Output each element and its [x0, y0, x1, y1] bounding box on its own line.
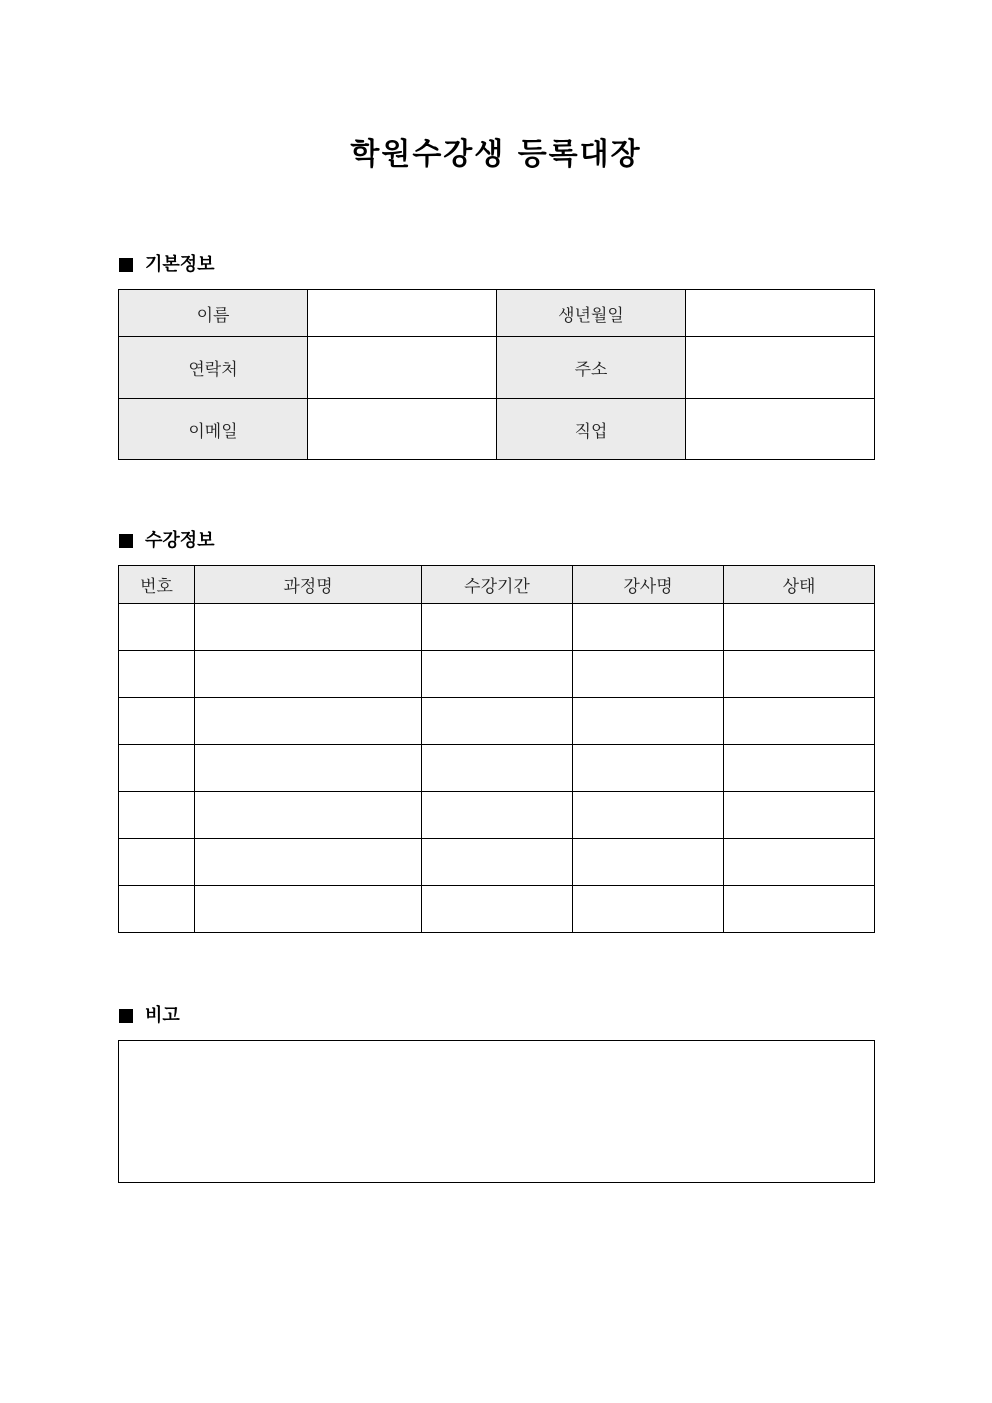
instructor-cell[interactable]	[573, 745, 724, 792]
table-row	[119, 604, 875, 651]
period-cell[interactable]	[422, 792, 573, 839]
table-row	[119, 886, 875, 933]
number-cell[interactable]	[119, 698, 195, 745]
basic-info-heading-label: 기본정보	[145, 254, 215, 275]
square-bullet-icon	[119, 258, 133, 272]
column-header-period: 수강기간	[422, 566, 573, 604]
birthdate-field[interactable]	[686, 290, 875, 337]
course-name-cell[interactable]	[195, 604, 422, 651]
course-info-heading	[119, 529, 215, 553]
name-label: 이름	[119, 290, 308, 337]
address-field[interactable]	[686, 337, 875, 399]
contact-field[interactable]	[308, 337, 497, 399]
status-cell[interactable]	[724, 604, 875, 651]
period-cell[interactable]	[422, 651, 573, 698]
course-info-heading-label: 수강정보	[145, 530, 215, 551]
occupation-label: 직업	[497, 399, 686, 460]
table-row	[119, 651, 875, 698]
table-row	[119, 792, 875, 839]
basic-info-row	[119, 337, 875, 399]
status-cell[interactable]	[724, 792, 875, 839]
course-name-cell[interactable]	[195, 886, 422, 933]
period-cell[interactable]	[422, 839, 573, 886]
instructor-cell[interactable]	[573, 839, 724, 886]
period-cell[interactable]	[422, 604, 573, 651]
status-cell[interactable]	[724, 745, 875, 792]
basic-info-row	[119, 290, 875, 337]
remarks-field[interactable]	[118, 1040, 875, 1183]
birthdate-label: 생년월일	[497, 290, 686, 337]
email-field[interactable]	[308, 399, 497, 460]
column-header-course-name: 과정명	[195, 566, 422, 604]
status-cell[interactable]	[724, 839, 875, 886]
column-header-number: 번호	[119, 566, 195, 604]
column-header-instructor: 강사명	[573, 566, 724, 604]
table-row	[119, 745, 875, 792]
basic-info-table	[118, 289, 875, 460]
status-cell[interactable]	[724, 886, 875, 933]
occupation-field[interactable]	[686, 399, 875, 460]
course-name-cell[interactable]	[195, 651, 422, 698]
status-cell[interactable]	[724, 651, 875, 698]
square-bullet-icon	[119, 1009, 133, 1023]
remarks-heading	[119, 1004, 180, 1028]
column-header-status: 상태	[724, 566, 875, 604]
page-title: 학원수강생 등록대장	[350, 137, 642, 172]
course-name-cell[interactable]	[195, 745, 422, 792]
table-row	[119, 839, 875, 886]
number-cell[interactable]	[119, 839, 195, 886]
table-row	[119, 698, 875, 745]
address-label: 주소	[497, 337, 686, 399]
basic-info-row	[119, 399, 875, 460]
instructor-cell[interactable]	[573, 886, 724, 933]
course-name-cell[interactable]	[195, 792, 422, 839]
instructor-cell[interactable]	[573, 651, 724, 698]
status-cell[interactable]	[724, 698, 875, 745]
course-header-row	[119, 566, 875, 604]
instructor-cell[interactable]	[573, 604, 724, 651]
square-bullet-icon	[119, 534, 133, 548]
name-field[interactable]	[308, 290, 497, 337]
course-name-cell[interactable]	[195, 839, 422, 886]
instructor-cell[interactable]	[573, 698, 724, 745]
contact-label: 연락처	[119, 337, 308, 399]
period-cell[interactable]	[422, 886, 573, 933]
number-cell[interactable]	[119, 792, 195, 839]
instructor-cell[interactable]	[573, 792, 724, 839]
course-name-cell[interactable]	[195, 698, 422, 745]
number-cell[interactable]	[119, 886, 195, 933]
number-cell[interactable]	[119, 604, 195, 651]
period-cell[interactable]	[422, 698, 573, 745]
number-cell[interactable]	[119, 745, 195, 792]
course-info-table	[118, 565, 875, 933]
remarks-heading-label: 비고	[145, 1005, 180, 1026]
number-cell[interactable]	[119, 651, 195, 698]
email-label: 이메일	[119, 399, 308, 460]
period-cell[interactable]	[422, 745, 573, 792]
basic-info-heading	[119, 253, 215, 277]
